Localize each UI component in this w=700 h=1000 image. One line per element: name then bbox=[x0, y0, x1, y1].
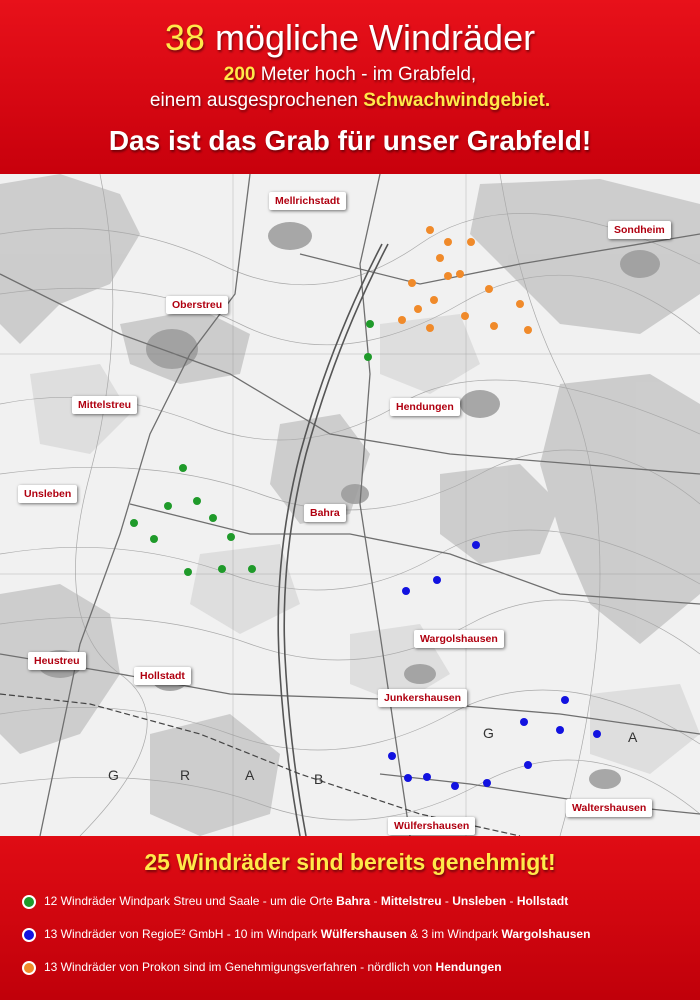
place-label-sondheim: Sondheim bbox=[608, 221, 671, 239]
legend-place-mittelstreu: Mittelstreu bbox=[380, 894, 442, 908]
legend-row-orange bbox=[22, 957, 502, 977]
place-label-heustreu: Heustreu bbox=[28, 652, 86, 670]
place-label-bahra: Bahra bbox=[304, 504, 346, 522]
green-turbine-marker bbox=[218, 565, 226, 573]
legend-blue-text: 13 Windräder von RegioE² GmbH - 10 im Windpark bbox=[44, 927, 318, 941]
legend-place-wuelfershausen: Wülfershausen bbox=[320, 927, 407, 941]
legend-place-hendungen: Hendungen bbox=[435, 960, 502, 974]
header bbox=[0, 0, 700, 174]
green-turbine-marker bbox=[179, 464, 187, 472]
green-turbine-marker bbox=[366, 320, 374, 328]
map bbox=[0, 174, 700, 836]
place-label-mittelstreu: Mittelstreu bbox=[72, 396, 137, 414]
green-turbine-marker bbox=[227, 533, 235, 541]
map-letter-g1: G bbox=[108, 767, 119, 783]
green-turbine-marker bbox=[184, 568, 192, 576]
legend-row-green bbox=[22, 891, 568, 911]
legend-green-text: 12 Windräder Windpark Streu und Saale - um die Orte bbox=[44, 894, 333, 908]
legend-separator: - bbox=[441, 894, 453, 908]
orange-turbine-marker bbox=[426, 324, 434, 332]
orange-turbine-marker bbox=[456, 270, 464, 278]
blue-turbine-marker bbox=[402, 587, 410, 595]
blue-turbine-marker bbox=[388, 752, 396, 760]
blue-turbine-marker bbox=[404, 774, 412, 782]
orange-turbine-marker bbox=[485, 285, 493, 293]
place-label-unsleben: Unsleben bbox=[18, 485, 77, 503]
legend-place-bahra: Bahra bbox=[336, 894, 371, 908]
height-text: Meter hoch - im Grabfeld, bbox=[260, 64, 477, 85]
green-dot-icon bbox=[22, 895, 36, 909]
blue-turbine-marker bbox=[593, 730, 601, 738]
legend-place-unsleben: Unsleben bbox=[452, 894, 507, 908]
orange-turbine-marker bbox=[524, 326, 532, 334]
headline-text: mögliche Windräder bbox=[214, 17, 536, 58]
wind-line bbox=[0, 90, 700, 112]
legend-blue-middle: & 3 im Windpark bbox=[406, 927, 502, 941]
legend-separator: - bbox=[506, 894, 517, 908]
headline bbox=[0, 18, 700, 58]
wind-line-text: einem ausgesprochenen bbox=[149, 90, 358, 111]
orange-turbine-marker bbox=[430, 296, 438, 304]
blue-turbine-marker bbox=[556, 726, 564, 734]
map-letter-a2: A bbox=[628, 729, 638, 745]
place-label-mellrichstadt: Mellrichstadt bbox=[269, 192, 346, 210]
footer bbox=[0, 836, 700, 1000]
blue-turbine-marker bbox=[561, 696, 569, 704]
approved-headline: 25 Windräder sind bereits genehmigt! bbox=[144, 849, 556, 875]
orange-turbine-marker bbox=[436, 254, 444, 262]
green-turbine-marker bbox=[150, 535, 158, 543]
blue-turbine-marker bbox=[423, 773, 431, 781]
height-value: 200 bbox=[223, 64, 256, 85]
blue-turbine-marker bbox=[472, 541, 480, 549]
place-label-junkershausen: Junkershausen bbox=[378, 689, 467, 707]
orange-turbine-marker bbox=[490, 322, 498, 330]
orange-turbine-marker bbox=[467, 238, 475, 246]
map-letter-r: R bbox=[180, 767, 191, 783]
orange-turbine-marker bbox=[426, 226, 434, 234]
highway bbox=[278, 244, 388, 836]
orange-turbine-marker bbox=[398, 316, 406, 324]
place-label-hollstadt: Hollstadt bbox=[134, 667, 191, 685]
green-turbine-marker bbox=[130, 519, 138, 527]
place-label-waltershausen: Waltershausen bbox=[566, 799, 652, 817]
green-turbine-marker bbox=[248, 565, 256, 573]
blue-turbine-marker bbox=[524, 761, 532, 769]
orange-turbine-marker bbox=[414, 305, 422, 313]
orange-turbine-marker bbox=[444, 238, 452, 246]
orange-turbine-marker bbox=[516, 300, 524, 308]
map-letter-a1: A bbox=[245, 767, 255, 783]
orange-turbine-marker bbox=[461, 312, 469, 320]
legend-place-hollstadt: Hollstadt bbox=[516, 894, 569, 908]
slogan: Das ist das Grab für unser Grabfeld! bbox=[108, 125, 592, 156]
place-label-wuelfershausen: Wülfershausen bbox=[388, 817, 475, 835]
orange-turbine-marker bbox=[444, 272, 452, 280]
map-letter-g2: G bbox=[483, 725, 494, 741]
legend-place-wargolshausen: Wargolshausen bbox=[501, 927, 591, 941]
blue-turbine-marker bbox=[483, 779, 491, 787]
blue-turbine-marker bbox=[520, 718, 528, 726]
legend-row-blue bbox=[22, 924, 590, 944]
green-turbine-marker bbox=[364, 353, 372, 361]
turbine-count: 38 bbox=[164, 17, 205, 58]
wind-highlight: Schwachwindgebiet. bbox=[363, 90, 551, 111]
orange-dot-icon bbox=[22, 961, 36, 975]
map-graphic bbox=[0, 174, 700, 836]
place-label-oberstreu: Oberstreu bbox=[166, 296, 228, 314]
blue-turbine-marker bbox=[433, 576, 441, 584]
orange-turbine-marker bbox=[408, 279, 416, 287]
place-label-hendungen: Hendungen bbox=[390, 398, 460, 416]
map-letter-b: B bbox=[314, 771, 324, 787]
green-turbine-marker bbox=[209, 514, 217, 522]
place-label-wargolshausen: Wargolshausen bbox=[414, 630, 504, 648]
green-turbine-marker bbox=[193, 497, 201, 505]
blue-dot-icon bbox=[22, 928, 36, 942]
legend-separator: - bbox=[370, 894, 381, 908]
blue-turbine-marker bbox=[451, 782, 459, 790]
height-line bbox=[0, 64, 700, 86]
green-turbine-marker bbox=[164, 502, 172, 510]
legend-orange-text: 13 Windräder von Prokon sind im Genehmigungsverfahren - nördlich von bbox=[44, 960, 433, 974]
